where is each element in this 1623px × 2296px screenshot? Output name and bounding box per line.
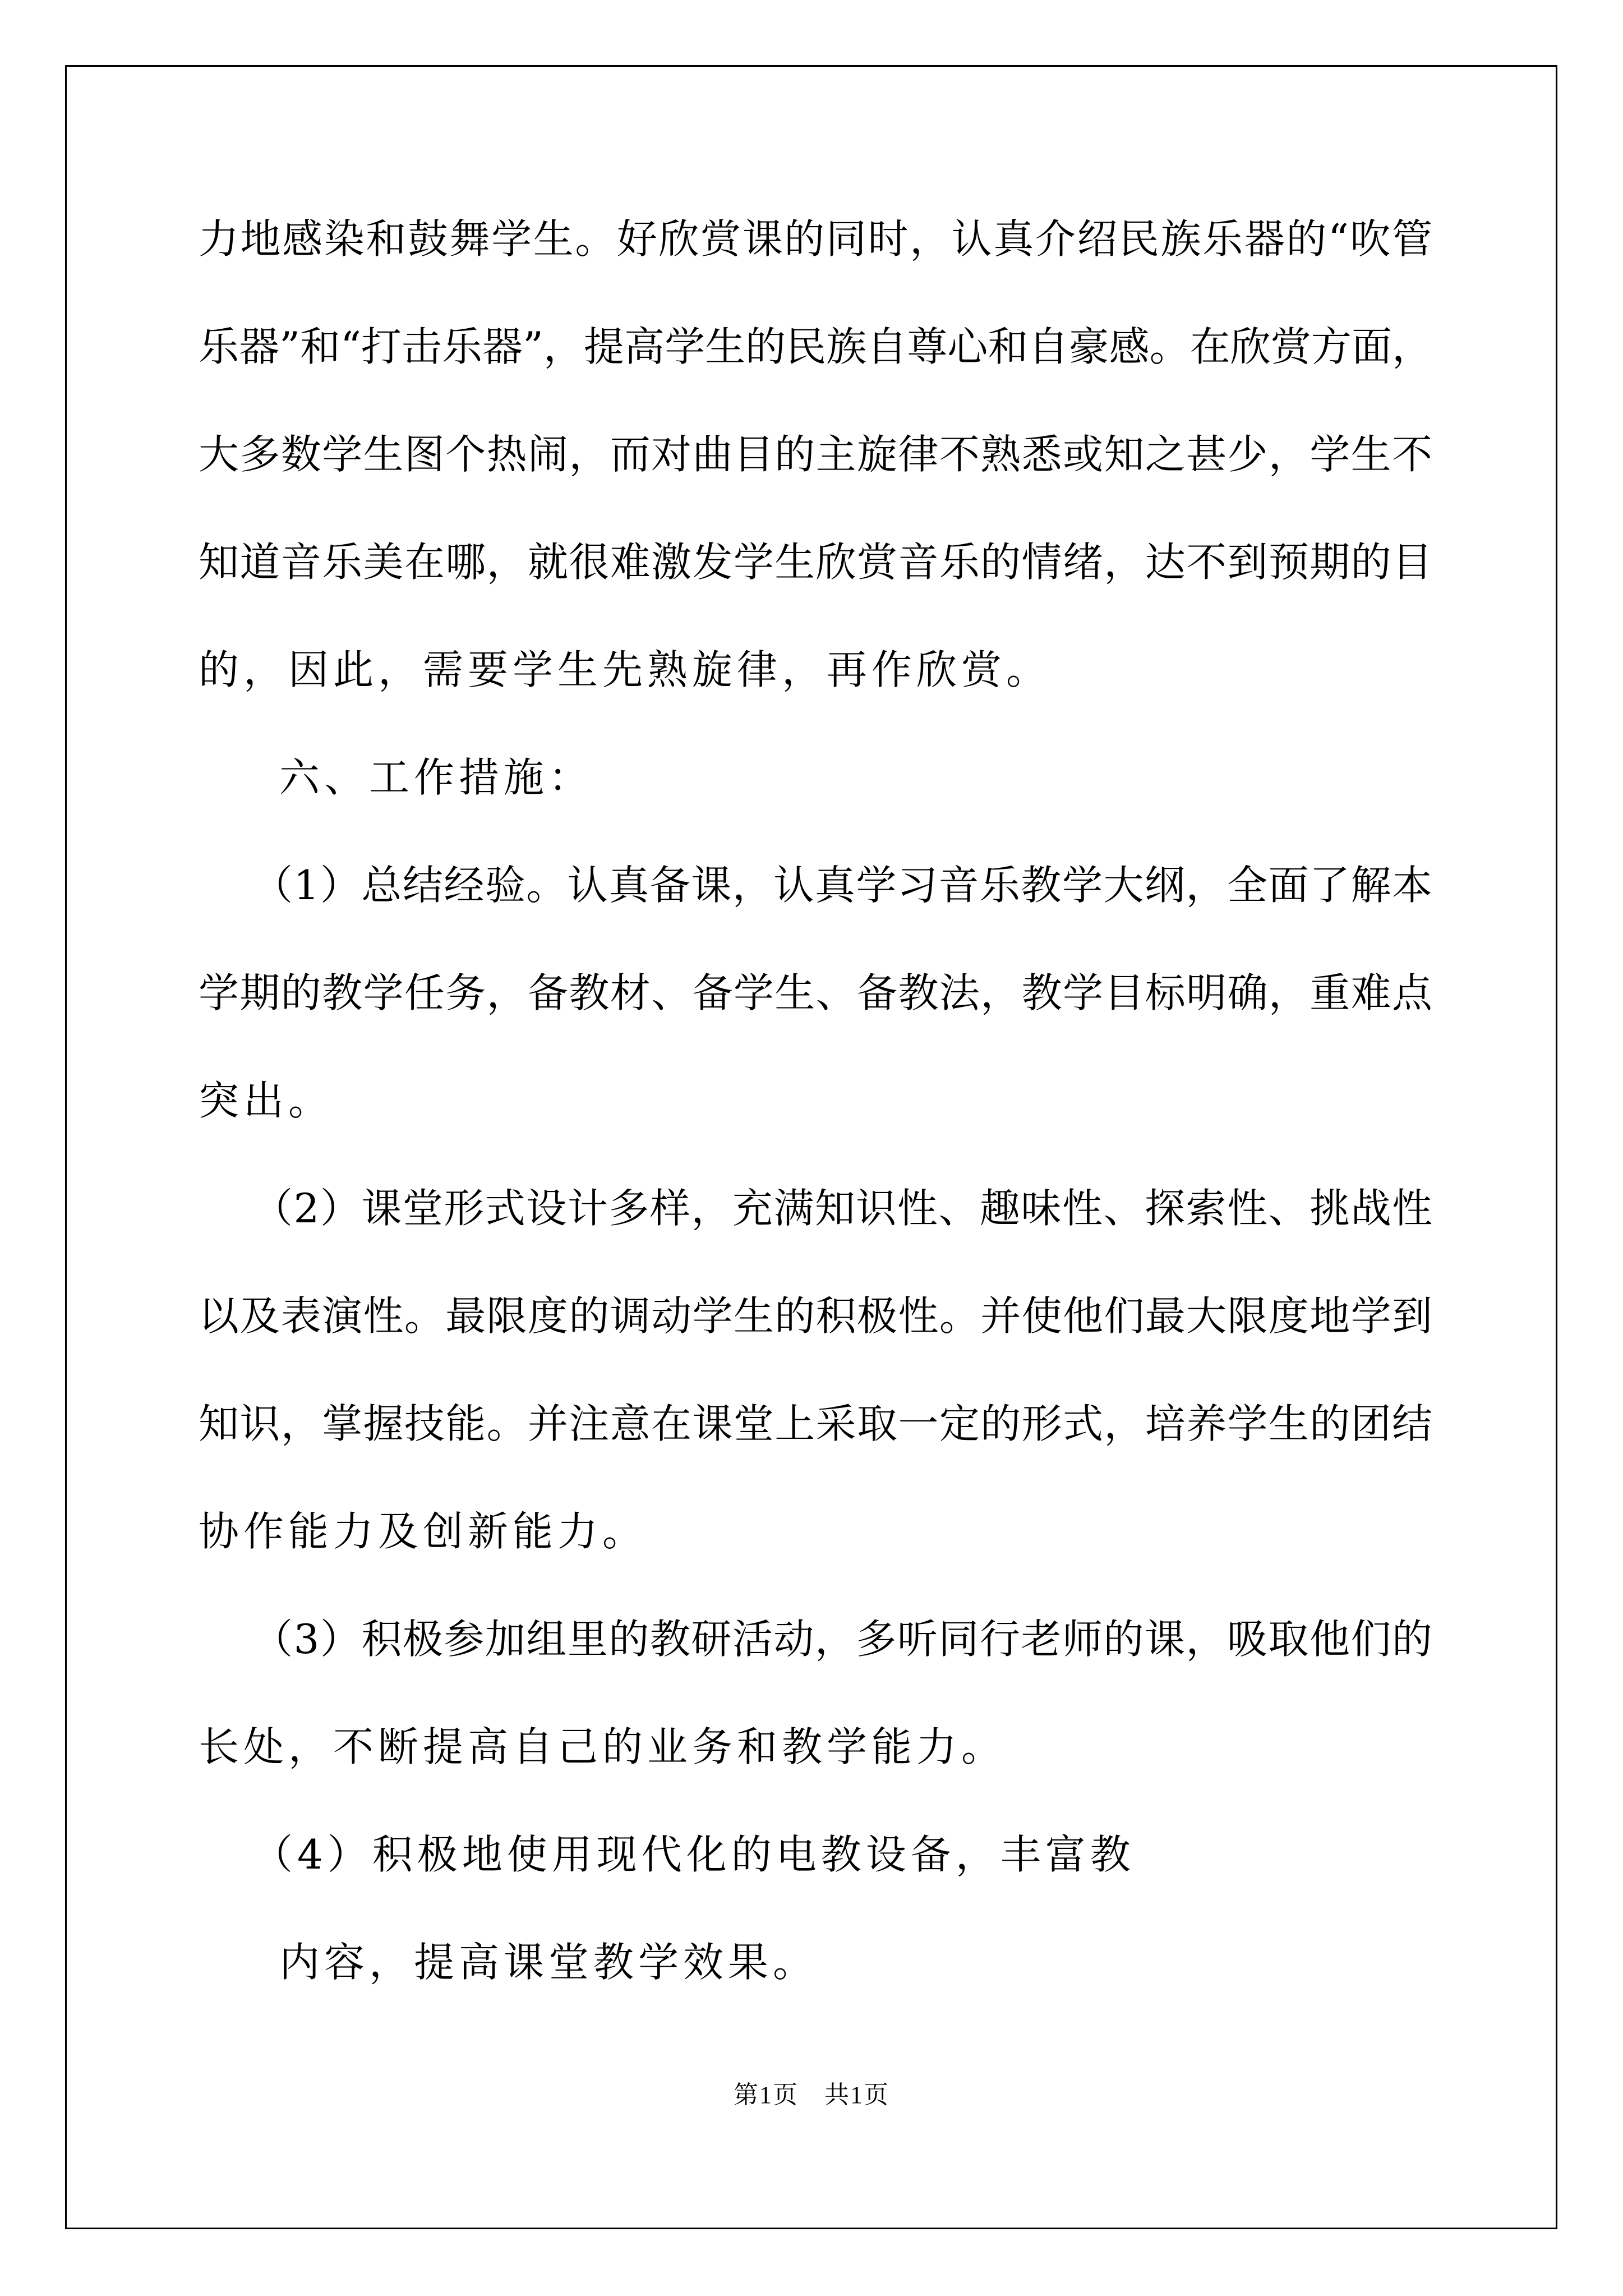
paragraph-line: （3）积极参加组里的教研活动，多听同行老师的课，吸取他们的 (252, 1616, 1432, 1663)
paragraph-line: 大多数学生图个热闹，而对曲目的主旋律不熟悉或知之甚少，学生不 (199, 431, 1432, 478)
document-body (199, 212, 1432, 2043)
paragraph-line: 长处，不断提高自己的业务和教学能力。 (199, 1723, 1007, 1770)
paragraph-line: 突出。 (199, 1077, 334, 1124)
paragraph-line: 以及表演性。最限度的调动学生的积极性。并使他们最大限度地学到 (199, 1292, 1432, 1340)
paragraph-line: 学期的教学任务，备教材、备学生、备教法，教学目标明确，重难点 (199, 969, 1432, 1016)
section-heading: 六、工作措施： (279, 754, 594, 801)
paragraph-line: 的，因此，需要学生先熟旋律，再作欣赏。 (199, 646, 1052, 693)
paragraph-line: （2）课堂形式设计多样，充满知识性、趣味性、探索性、挑战性 (252, 1185, 1432, 1232)
paragraph-line: 知道音乐美在哪，就很难激发学生欣赏音乐的情绪，达不到预期的目 (199, 539, 1432, 586)
paragraph-line: （4）积极地使用现代化的电教设备，丰富教 (252, 1831, 1135, 1878)
paragraph-line: 内容，提高课堂教学效果。 (279, 1939, 818, 1986)
paragraph-line: 乐器”和“打击乐器”，提高学生的民族自尊心和自豪感。在欣赏方面， (199, 323, 1432, 370)
paragraph-line: （1）总结经验。认真备课，认真学习音乐教学大纲，全面了解本 (252, 862, 1432, 909)
page-number-footer: 第1页 共1页 (734, 2081, 889, 2109)
paragraph-line: 协作能力及创新能力。 (199, 1508, 648, 1555)
paragraph-line: 力地感染和鼓舞学生。好欣赏课的同时，认真介绍民族乐器的“吹管 (199, 215, 1432, 263)
paragraph-line: 知识，掌握技能。并注意在课堂上采取一定的形式，培养学生的团结 (199, 1400, 1432, 1447)
